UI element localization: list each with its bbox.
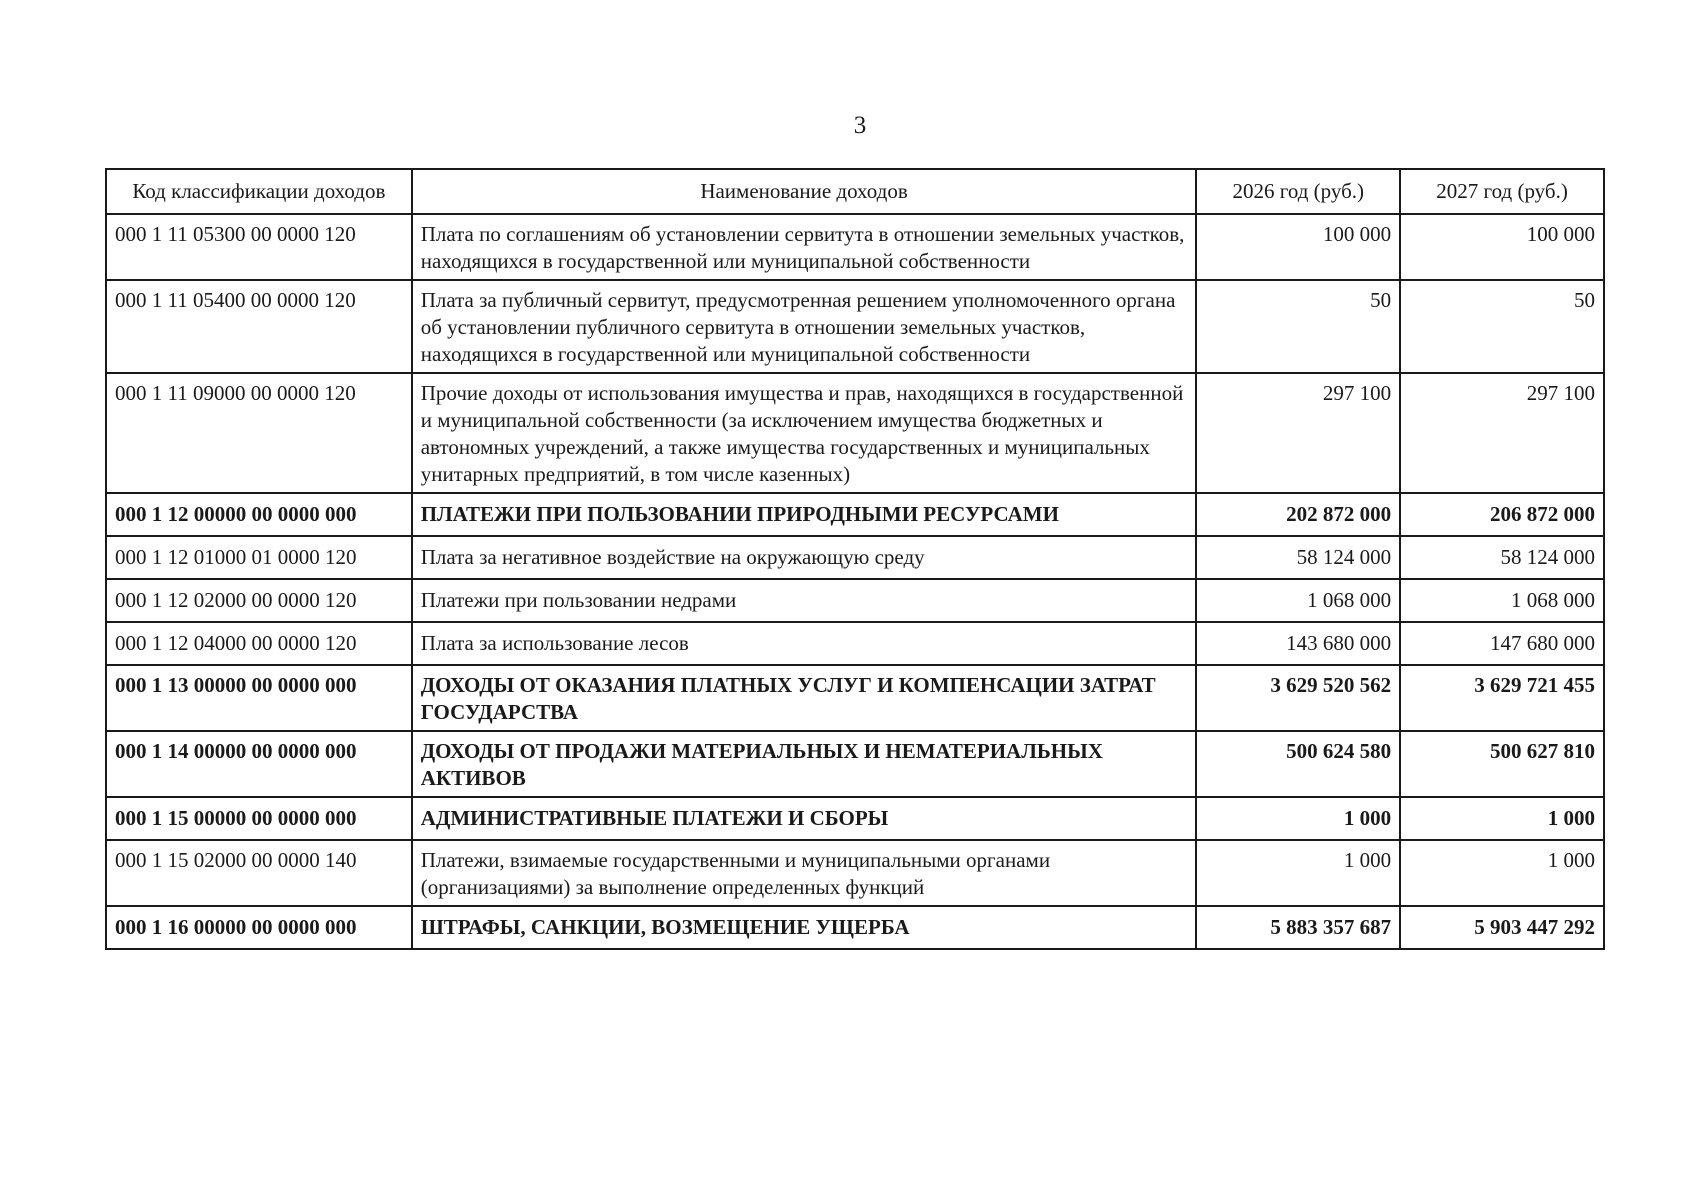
header-year-2027: 2027 год (руб.) xyxy=(1400,169,1604,214)
row-amount-2026: 100 000 xyxy=(1196,214,1400,280)
row-code: 000 1 12 00000 00 0000 000 xyxy=(106,493,412,536)
row-amount-2026: 500 624 580 xyxy=(1196,731,1400,797)
row-code: 000 1 12 02000 00 0000 120 xyxy=(106,579,412,622)
row-amount-2027: 147 680 000 xyxy=(1400,622,1604,665)
table-row xyxy=(106,373,1604,493)
row-code: 000 1 12 01000 01 0000 120 xyxy=(106,536,412,579)
table-row xyxy=(106,536,1604,579)
row-name: АДМИНИСТРАТИВНЫЕ ПЛАТЕЖИ И СБОРЫ xyxy=(412,797,1197,840)
row-code: 000 1 16 00000 00 0000 000 xyxy=(106,906,412,949)
table-row-section xyxy=(106,797,1604,840)
header-year-2026: 2026 год (руб.) xyxy=(1196,169,1400,214)
page-number: 3 xyxy=(853,112,867,139)
table-row xyxy=(106,840,1604,906)
row-amount-2026: 5 883 357 687 xyxy=(1196,906,1400,949)
table-header-row xyxy=(106,169,1604,214)
row-code: 000 1 13 00000 00 0000 000 xyxy=(106,665,412,731)
income-table xyxy=(105,168,1605,950)
row-name: Плата по соглашениям об установлении сервитута в отношении земельных участков, находящихся в государственной или муниципальной собственности xyxy=(412,214,1197,280)
row-amount-2026: 1 068 000 xyxy=(1196,579,1400,622)
table-row-section xyxy=(106,493,1604,536)
table-row xyxy=(106,622,1604,665)
row-name: Прочие доходы от использования имущества и прав, находящихся в государственной и муниципальной собственности (за исключением имущества бюджетных и автономных учреждений, а также имущества государственных и муниципальных унитарных предприятий, в том числе казенных) xyxy=(412,373,1197,493)
row-amount-2027: 3 629 721 455 xyxy=(1400,665,1604,731)
row-amount-2026: 143 680 000 xyxy=(1196,622,1400,665)
row-amount-2026: 1 000 xyxy=(1196,797,1400,840)
row-amount-2026: 1 000 xyxy=(1196,840,1400,906)
row-amount-2027: 5 903 447 292 xyxy=(1400,906,1604,949)
row-amount-2026: 3 629 520 562 xyxy=(1196,665,1400,731)
row-amount-2026: 58 124 000 xyxy=(1196,536,1400,579)
row-amount-2027: 297 100 xyxy=(1400,373,1604,493)
row-code: 000 1 15 02000 00 0000 140 xyxy=(106,840,412,906)
row-name: Плата за публичный сервитут, предусмотренная решением уполномоченного органа об установлении публичного сервитута в отношении земельных участков, находящихся в государственной или муниципальной собственности xyxy=(412,280,1197,373)
row-name: Платежи, взимаемые государственными и муниципальными органами (организациями) за выполнение определенных функций xyxy=(412,840,1197,906)
row-amount-2027: 58 124 000 xyxy=(1400,536,1604,579)
table-row-section xyxy=(106,731,1604,797)
row-name: Плата за использование лесов xyxy=(412,622,1197,665)
row-amount-2027: 1 000 xyxy=(1400,797,1604,840)
row-code: 000 1 14 00000 00 0000 000 xyxy=(106,731,412,797)
row-code: 000 1 11 05300 00 0000 120 xyxy=(106,214,412,280)
row-amount-2026: 202 872 000 xyxy=(1196,493,1400,536)
row-name: Платежи при пользовании недрами xyxy=(412,579,1197,622)
row-amount-2027: 1 000 xyxy=(1400,840,1604,906)
row-amount-2027: 500 627 810 xyxy=(1400,731,1604,797)
header-name: Наименование доходов xyxy=(412,169,1197,214)
row-name: ШТРАФЫ, САНКЦИИ, ВОЗМЕЩЕНИЕ УЩЕРБА xyxy=(412,906,1197,949)
row-name: ДОХОДЫ ОТ ОКАЗАНИЯ ПЛАТНЫХ УСЛУГ И КОМПЕНСАЦИИ ЗАТРАТ ГОСУДАРСТВА xyxy=(412,665,1197,731)
row-code: 000 1 15 00000 00 0000 000 xyxy=(106,797,412,840)
table-row xyxy=(106,280,1604,373)
row-name: ПЛАТЕЖИ ПРИ ПОЛЬЗОВАНИИ ПРИРОДНЫМИ РЕСУРСАМИ xyxy=(412,493,1197,536)
row-amount-2027: 50 xyxy=(1400,280,1604,373)
row-amount-2026: 50 xyxy=(1196,280,1400,373)
row-amount-2027: 206 872 000 xyxy=(1400,493,1604,536)
row-code: 000 1 11 09000 00 0000 120 xyxy=(106,373,412,493)
row-code: 000 1 11 05400 00 0000 120 xyxy=(106,280,412,373)
header-code: Код классификации доходов xyxy=(106,169,412,214)
row-name: Плата за негативное воздействие на окружающую среду xyxy=(412,536,1197,579)
table-row-section xyxy=(106,906,1604,949)
row-amount-2026: 297 100 xyxy=(1196,373,1400,493)
table-row xyxy=(106,214,1604,280)
row-amount-2027: 100 000 xyxy=(1400,214,1604,280)
table-row xyxy=(106,579,1604,622)
row-amount-2027: 1 068 000 xyxy=(1400,579,1604,622)
table-row-section xyxy=(106,665,1604,731)
row-code: 000 1 12 04000 00 0000 120 xyxy=(106,622,412,665)
row-name: ДОХОДЫ ОТ ПРОДАЖИ МАТЕРИАЛЬНЫХ И НЕМАТЕРИАЛЬНЫХ АКТИВОВ xyxy=(412,731,1197,797)
